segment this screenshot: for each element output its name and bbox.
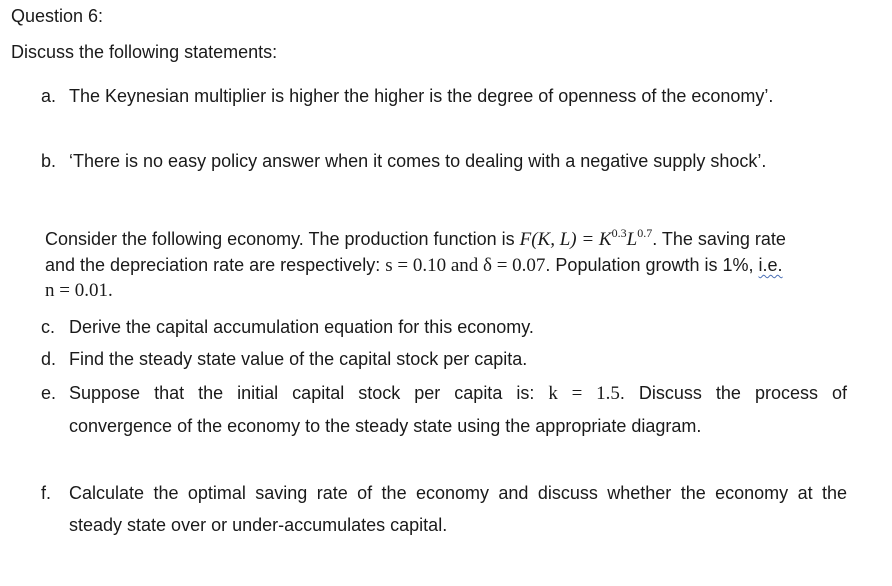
task-d — [41, 349, 527, 370]
context-line-2 — [45, 255, 783, 277]
intro-text: Discuss the following statements: — [11, 42, 278, 62]
exp-k: 0.3 — [611, 225, 627, 240]
context-line-3 — [45, 280, 113, 302]
task-d-text: Find the steady state value of the capital stock per capita. — [69, 349, 528, 369]
context-line1-post: . The saving rate — [652, 229, 786, 249]
task-c-text: Derive the capital accumulation equation for this economy. — [69, 317, 534, 337]
ie-abbreviation: i.e. — [758, 255, 783, 275]
production-function: F(K, $L) = K^{0.3}L^{0.7}$ — [519, 225, 653, 250]
context-line1-pre: Consider the following economy. The production function is — [45, 229, 520, 249]
task-e-line-2: convergence of the economy to the steady state using the appropriate diagram. — [69, 416, 702, 436]
task-e-line1-pre: Suppose that the initial capital stock per capita is: — [69, 383, 549, 403]
task-d-label: d. — [41, 349, 57, 369]
task-c — [41, 317, 534, 338]
task-e-line-1 — [69, 383, 847, 405]
task-e-line1-post: . Discuss the process of — [619, 383, 847, 403]
question-title: Question 6: — [11, 6, 104, 26]
exp-l: 0.7 — [637, 225, 653, 240]
statement-b-text: ‘There is no easy policy answer when it comes to dealing with a negative supply shock’. — [69, 151, 767, 171]
and-word: and — [446, 255, 483, 276]
statement-a-text: The Keynesian multiplier is higher the higher is the degree of openness of the economy’. — [69, 86, 774, 106]
task-f-line-1: Calculate the optimal saving rate of the economy and discuss whether the economy at the — [69, 483, 847, 503]
depreciation-eq: δ = 0.07 — [483, 255, 546, 276]
saving-rate-eq: s = 0.10 — [385, 255, 447, 276]
statement-b-label: b. — [41, 151, 57, 171]
task-e-label: e. — [41, 383, 57, 403]
statement-b — [41, 151, 766, 172]
task-f-line-2: steady state over or under-accumulates capital. — [69, 515, 448, 535]
context-line2-pre: and the depreciation rate are respectively: — [45, 255, 386, 275]
statement-a-label: a. — [41, 86, 57, 106]
statement-a — [41, 86, 773, 107]
initial-capital-eq: k = 1.5 — [548, 383, 620, 404]
population-growth-eq: n = 0.01. — [45, 280, 113, 301]
task-c-label: c. — [41, 317, 56, 337]
context-line-1 — [45, 225, 786, 251]
context-line2-post: . Population growth is 1%, — [545, 255, 759, 275]
task-f-label: f. — [41, 483, 52, 503]
